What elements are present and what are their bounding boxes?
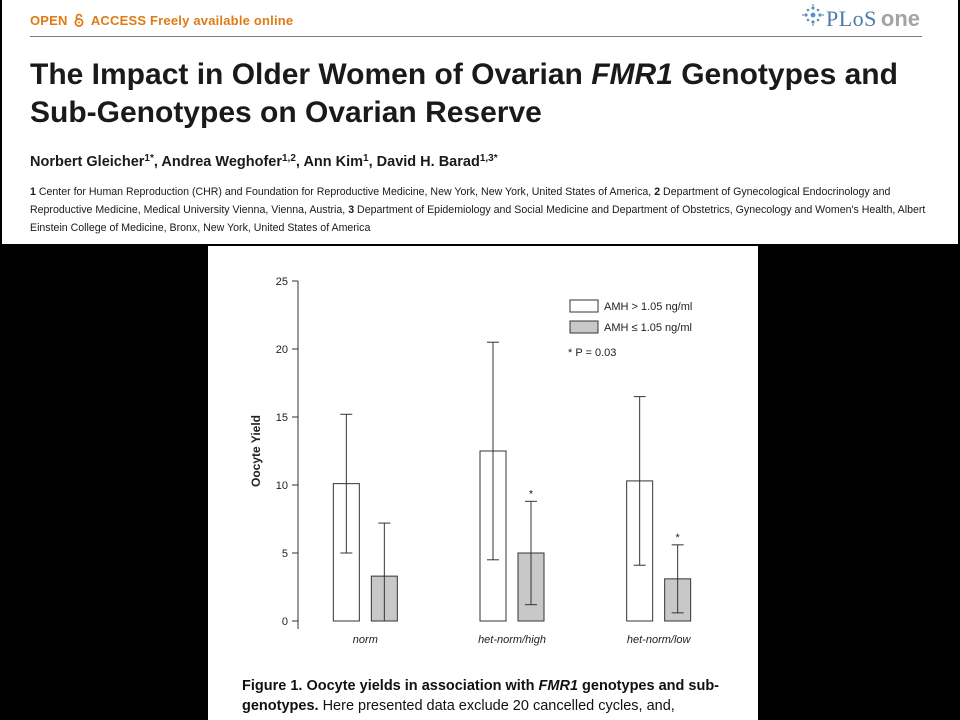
caption-gene-name: FMR1 [538, 678, 579, 694]
author-list [30, 154, 498, 170]
figure-panel [208, 246, 758, 720]
y-tick-label: 15 [275, 412, 288, 424]
affiliation-number: 1 [30, 186, 36, 198]
header-divider [30, 36, 922, 37]
x-category-label: het-norm/low [626, 634, 691, 646]
open-access-suffix: ACCESS [90, 13, 147, 28]
p-value-annotation: * P = 0.03 [568, 347, 617, 359]
affiliation-number: 3 [348, 204, 355, 216]
caption-lead: Figure 1. Oocyte yields in association with [242, 678, 539, 694]
title-part-1: The Impact in Older Women of Ovarian [30, 58, 592, 91]
x-category-label: norm [352, 634, 378, 646]
title-part-2: Genotypes and Sub-Genotypes on Ovarian Reserve [30, 58, 898, 129]
open-access-banner[interactable] [30, 13, 293, 28]
y-tick-label: 20 [275, 344, 288, 356]
open-access-tagline: Freely available online [150, 13, 294, 28]
author-affiliation-marker: 1 [363, 153, 369, 164]
caption-lead-2: genotypes and sub-genotypes. [242, 678, 720, 714]
significance-star: * [675, 531, 680, 544]
author-affiliation-marker: 1,2 [282, 153, 296, 164]
caption-rest: Here presented data exclude 20 cancelled cycles, and, [318, 698, 675, 714]
author-name: David H. Barad [376, 154, 480, 170]
author-name: Ann Kim [303, 154, 364, 170]
y-tick-label: 25 [275, 276, 288, 288]
y-tick-label: 0 [281, 616, 288, 628]
author-separator: , [368, 154, 377, 170]
author-name: Andrea Weghofer [161, 154, 282, 170]
journal-name-one: one [880, 6, 920, 31]
journal-name-plos: PLoS [825, 6, 877, 31]
journal-logo-icon [802, 4, 824, 26]
open-access-lock-icon [73, 13, 85, 27]
author-separator: , [153, 154, 162, 170]
significance-star: * [528, 488, 534, 501]
figure-caption [242, 676, 754, 716]
article-header [0, 0, 960, 244]
affiliation-text: Center for Human Reproduction (CHR) and Foundation for Reproductive Medicine, New York, New York, United States of America, [35, 186, 655, 198]
chart-legend [568, 300, 692, 359]
affiliation-text: Department of Epidemiology and Social Medicine and Department of Obstetrics, Gynecology and Women's Health, Albert Einstein College of Medicine, Bronx, New York, United States of America [30, 204, 926, 234]
affiliation-list [30, 183, 935, 237]
x-category-label: het-norm/high [478, 634, 546, 646]
legend-label: AMH > 1.05 ng/ml [604, 301, 693, 313]
chart-bars [333, 342, 690, 621]
y-tick-label: 5 [281, 548, 288, 560]
affiliation-number: 2 [654, 186, 661, 198]
y-axis-label: Oocyte Yield [249, 414, 263, 488]
author-name: Norbert Gleicher [30, 154, 145, 170]
y-tick-label: 10 [275, 480, 288, 492]
author-affiliation-marker: 1,3* [479, 153, 498, 164]
legend-swatch [570, 321, 598, 333]
open-access-prefix: OPEN [30, 13, 68, 28]
legend-swatch [570, 300, 598, 312]
journal-logo[interactable] [802, 2, 920, 36]
affiliation-text: Department of Gynecological Endocrinology and Reproductive Medicine, Medical University Vienna, Vienna, Austria, [30, 186, 891, 216]
author-affiliation-marker: 1* [144, 153, 154, 164]
author-separator: , [295, 154, 304, 170]
oocyte-yield-chart [208, 246, 758, 666]
title-gene-name: FMR1 [591, 58, 673, 91]
paper-title [30, 56, 930, 132]
legend-label: AMH ≤ 1.05 ng/ml [604, 322, 692, 334]
